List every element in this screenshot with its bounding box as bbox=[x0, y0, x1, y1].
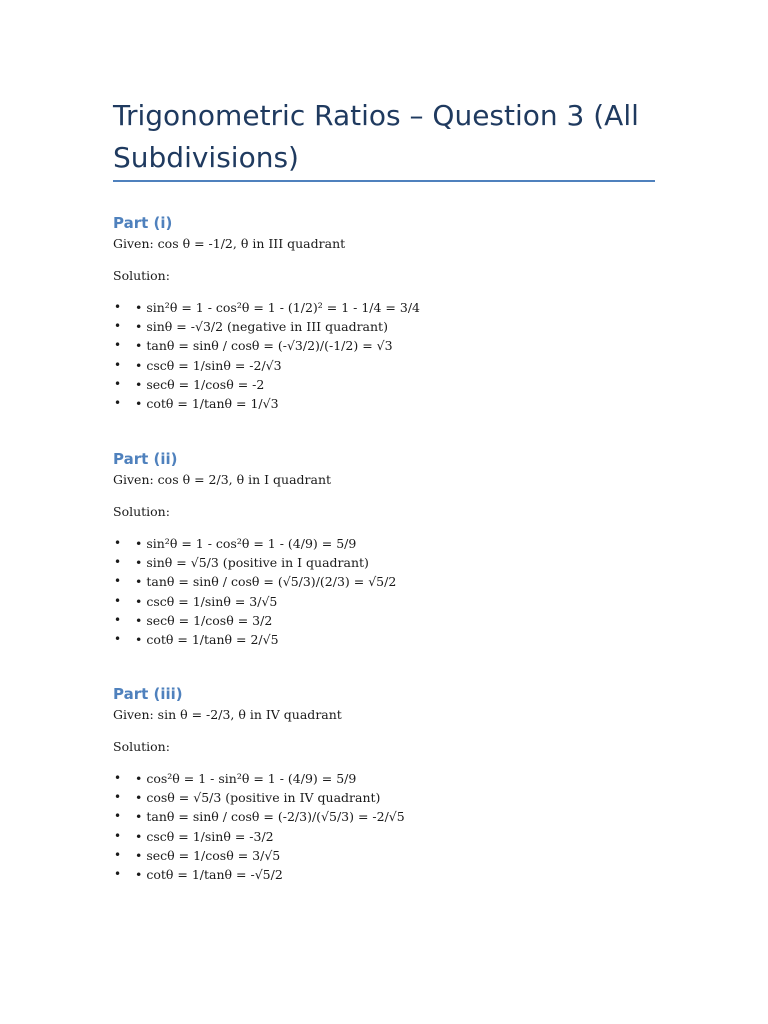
part-1-step: • • sinθ = -√3/2 (negative in III quadrant) bbox=[113, 317, 673, 336]
part-3-heading: Part (iii) bbox=[113, 685, 183, 703]
part-3-step: • • cotθ = 1/tanθ = -√5/2 bbox=[113, 865, 673, 884]
part-2-solution-label: Solution: bbox=[113, 504, 170, 519]
part-3-step: • • cos²θ = 1 - sin²θ = 1 - (4/9) = 5/9 bbox=[113, 769, 673, 788]
part-2-step: • • cotθ = 1/tanθ = 2/√5 bbox=[113, 630, 673, 649]
part-3-step: • • tanθ = sinθ / cosθ = (-2/3)/(√5/3) = -2/√5 bbox=[113, 807, 673, 826]
part-3-given: Given: sin θ = -2/3, θ in IV quadrant bbox=[113, 707, 342, 722]
part-2-step: • • sin²θ = 1 - cos²θ = 1 - (4/9) = 5/9 bbox=[113, 534, 673, 553]
part-3-section bbox=[113, 684, 673, 884]
part-2-heading: Part (ii) bbox=[113, 450, 178, 468]
part-1-section bbox=[113, 213, 673, 413]
title-underline bbox=[113, 180, 655, 182]
part-1-step: • • secθ = 1/cosθ = -2 bbox=[113, 375, 673, 394]
document-title: Trigonometric Ratios – Question 3 (All Subdivisions) bbox=[113, 99, 639, 174]
part-2-given: Given: cos θ = 2/3, θ in I quadrant bbox=[113, 472, 332, 487]
part-2-step: • • tanθ = sinθ / cosθ = (√5/3)/(2/3) = √5/2 bbox=[113, 572, 673, 591]
part-1-step: • • sin²θ = 1 - cos²θ = 1 - (1/2)² = 1 - 1/4 = 3/4 bbox=[113, 298, 673, 317]
part-1-steps-list bbox=[113, 298, 673, 413]
part-3-step: • • secθ = 1/cosθ = 3/√5 bbox=[113, 846, 673, 865]
part-3-step: • • cscθ = 1/sinθ = -3/2 bbox=[113, 827, 673, 846]
part-2-step: • • secθ = 1/cosθ = 3/2 bbox=[113, 611, 673, 630]
part-2-step: • • cscθ = 1/sinθ = 3/√5 bbox=[113, 592, 673, 611]
part-1-heading: Part (i) bbox=[113, 214, 173, 232]
part-3-steps-list bbox=[113, 769, 673, 884]
part-1-step: • • cscθ = 1/sinθ = -2/√3 bbox=[113, 356, 673, 375]
part-1-solution-label: Solution: bbox=[113, 268, 170, 283]
part-1-step: • • cotθ = 1/tanθ = 1/√3 bbox=[113, 394, 673, 413]
part-3-step: • • cosθ = √5/3 (positive in IV quadrant) bbox=[113, 788, 673, 807]
part-3-solution-label: Solution: bbox=[113, 739, 170, 754]
part-2-steps-list bbox=[113, 534, 673, 649]
part-1-step: • • tanθ = sinθ / cosθ = (-√3/2)/(-1/2) = √3 bbox=[113, 336, 673, 355]
part-1-given: Given: cos θ = -1/2, θ in III quadrant bbox=[113, 236, 346, 251]
part-2-step: • • sinθ = √5/3 (positive in I quadrant) bbox=[113, 553, 673, 572]
part-2-section bbox=[113, 449, 673, 649]
